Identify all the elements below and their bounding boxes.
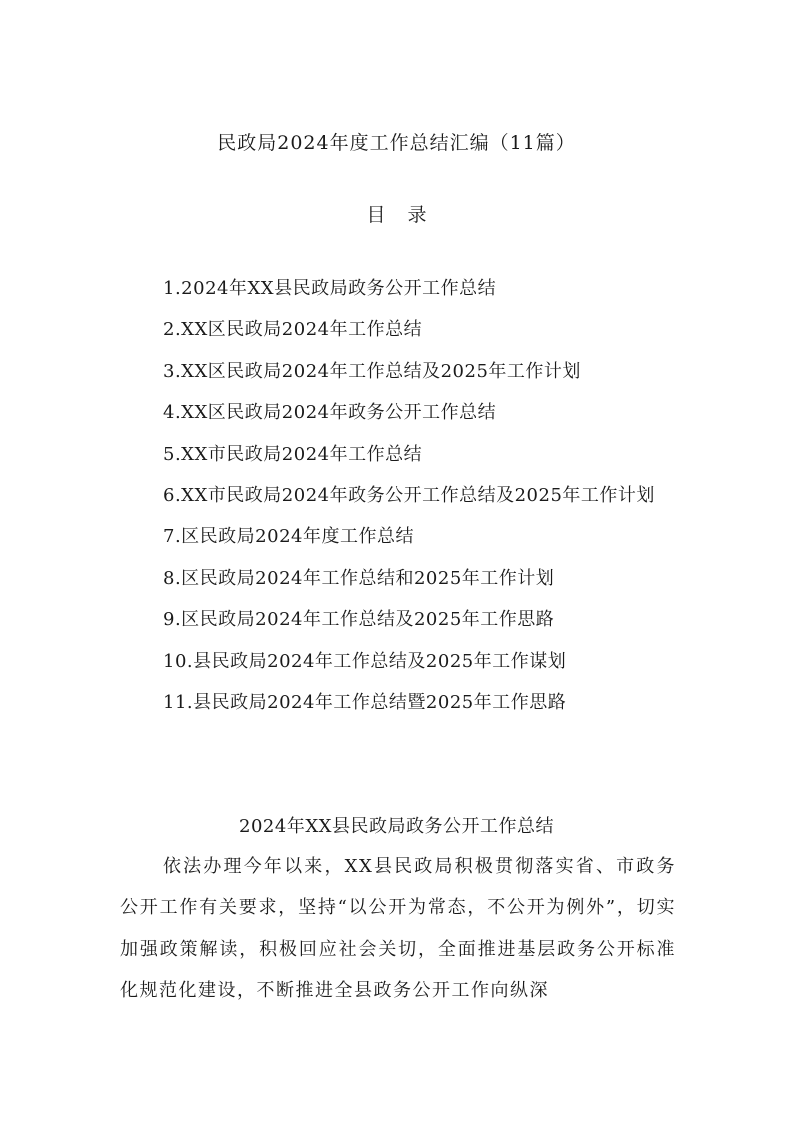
toc-heading-char-1: 目 (366, 204, 386, 226)
toc-item[interactable]: 9.区民政局2024年工作总结及2025年工作思路 (163, 609, 555, 631)
body-paragraph: 依法办理今年以来，XX县民政局积极贯彻落实省、市政务公开工作有关要求，坚持“以公开为常态，不公开为例外”，切实加强政策解读，积极回应社会关切，全面推进基层政务公开标准化规范化建设，不断推进全县政务公开工作向纵深 (120, 856, 676, 1002)
table-of-contents (120, 268, 675, 723)
toc-item[interactable]: 3.XX区民政局2024年工作总结及2025年工作计划 (163, 360, 581, 382)
toc-item[interactable]: 11.县民政局2024年工作总结暨2025年工作思路 (163, 692, 567, 714)
toc-item[interactable]: 6.XX市民政局2024年政务公开工作总结及2025年工作计划 (163, 485, 655, 507)
toc-heading-char-2: 录 (407, 204, 427, 226)
toc-item[interactable]: 7.区民政局2024年度工作总结 (163, 526, 414, 548)
toc-item[interactable]: 10.县民政局2024年工作总结及2025年工作谋划 (163, 650, 567, 672)
section-title: 2024年XX县民政局政务公开工作总结 (239, 816, 554, 837)
toc-item[interactable]: 4.XX区民政局2024年政务公开工作总结 (163, 402, 497, 424)
toc-item[interactable]: 5.XX市民政局2024年工作总结 (163, 443, 423, 465)
toc-item[interactable]: 8.区民政局2024年工作总结和2025年工作计划 (163, 567, 555, 589)
toc-item[interactable]: 2.XX区民政局2024年工作总结 (163, 319, 423, 341)
toc-item[interactable]: 1.2024年XX县民政局政务公开工作总结 (163, 278, 497, 299)
document-title: 民政局2024年度工作总结汇编（11篇） (217, 132, 576, 154)
toc-heading (0, 200, 793, 230)
